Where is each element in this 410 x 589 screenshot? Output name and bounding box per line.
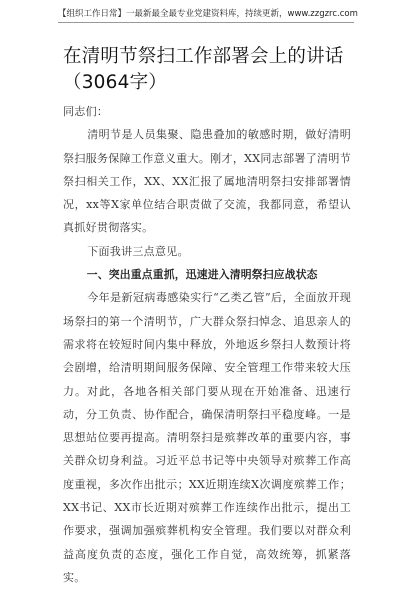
section-heading: 一、突出重点重抓，迅速进入清明祭扫应战状态 [86,268,318,282]
paragraph-intro: 清明节是人员集聚、隐患叠加的敏感时期，做好清明祭扫服务保障工作意义重大。刚才，XX同志部署了清明节祭扫相关工作，XX、XX汇报了属地清明祭扫安排部署情况，xx等X家单位结合职责做了交流，我都同意，希望认真抓好贯彻落实。 [63,128,351,235]
document-title: 在清明节祭扫工作部署会上的讲话（3064字） [63,46,344,93]
paragraph-outline: 下面我讲三点意见。 [87,244,189,258]
site-header: 【组织工作日常】一最新最全最专业党建资料库，持续更新，www.zzgzrc.com [58,9,358,19]
section-paragraph: 今年是新冠病毒感染实行“乙类乙管”后，全面放开现场祭扫的第一个清明节，广大群众祭扫悼念、追思亲人的需求将在较短时间内集中释放，外地返乡祭扫人数预计将会剧增，给清明期间服务保障、安全管理工作带来较大压力。对此，各地各相关部门要从现在开始准备、迅速行动，分工负责、协作配合，确保清明祭扫平稳度峰。一是思想站位要再提高。清明祭扫是殡葬改革的重要内容，事关群众切身利益。习近平总书记等中央领导对殡葬工作高度重视，多次作出批示；XX近期连续X次调度殡葬工作；XX书记、XX市长近期对殡葬工作连续作出批示，提出工作要求，强调加强殡葬机构安全管理。我们要以对群众利益高度负责的态度，强化工作自觉，高效统筹，抓紧落实。 [63,291,351,584]
salutation: 同志们： [63,105,109,118]
document-body [63,100,351,589]
header-divider [58,22,354,23]
